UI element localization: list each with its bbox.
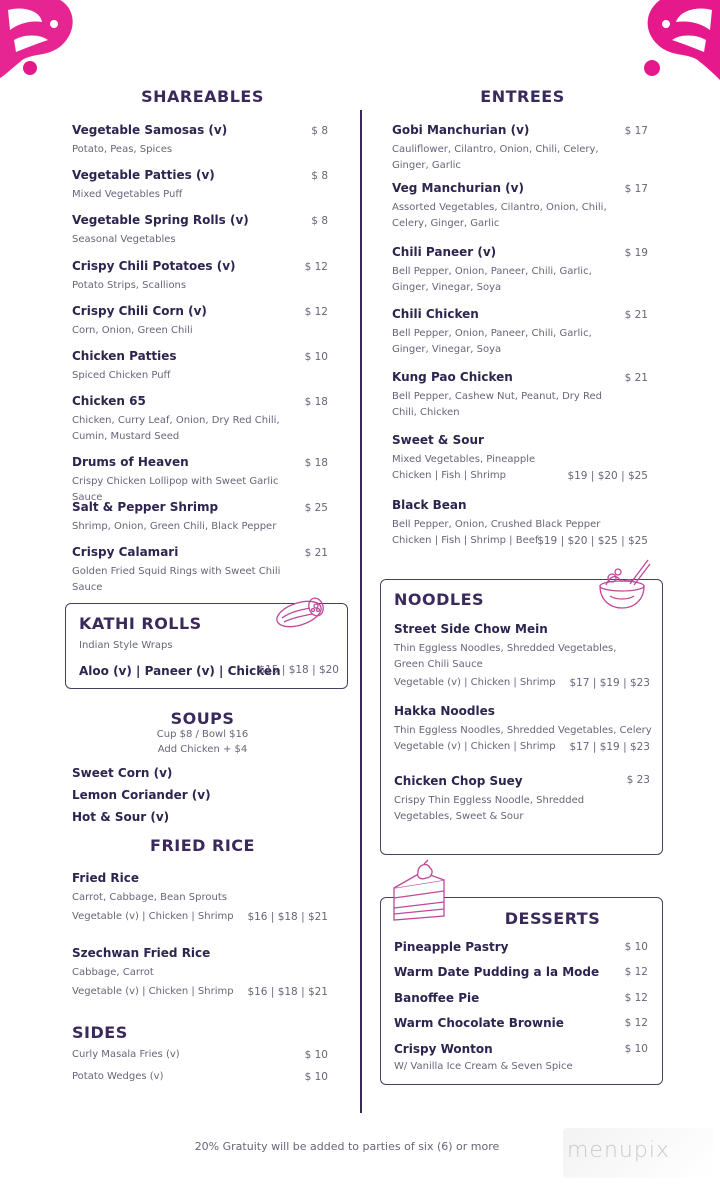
kathi-rolls-price: $15 | $18 | $20 — [258, 664, 339, 676]
menu-item-options: Vegetable (v) | Chicken | Shrimp — [72, 986, 234, 997]
menu-item-desc: Assorted Vegetables, Cilantro, Onion, Chili, Celery, Ginger, Garlic — [392, 202, 607, 229]
soups-sizes: Cup $8 / Bowl $16 — [156, 729, 249, 740]
menu-item-desc: Mixed Vegetables, Pineapple — [392, 454, 536, 465]
dessert-item-price: $ 10 — [624, 941, 648, 953]
menu-item-name: Vegetable Samosas (v) — [72, 123, 228, 137]
menu-item-name: Street Side Chow Mein — [394, 622, 548, 636]
menu-item-price: $ 12 — [304, 261, 328, 273]
menu-item-desc: Cabbage, Carrot — [72, 967, 154, 978]
menu-item-options: Vegetable (v) | Chicken | Shrimp — [72, 911, 234, 922]
menu-item-price: $17 | $19 | $23 — [569, 741, 650, 753]
gratuity-note: 20% Gratuity will be added to parties of six (6) or more — [194, 1140, 500, 1153]
menu-item-name: Crispy Chili Corn (v) — [72, 304, 207, 318]
dessert-item-name: Banoffee Pie — [394, 991, 480, 1005]
fried-rice-title: FRIED RICE — [150, 836, 255, 855]
menu-item-desc: Bell Pepper, Onion, Paneer, Chili, Garlic, Ginger, Vinegar, Soya — [392, 266, 592, 293]
menu-item-name: Hakka Noodles — [394, 704, 495, 718]
menu-item-name: Chili Paneer (v) — [392, 245, 497, 259]
menu-item-name: Crispy Chili Potatoes (v) — [72, 259, 236, 273]
menu-item-price: $ 17 — [624, 183, 648, 195]
menu-item-name: Fried Rice — [72, 871, 139, 885]
cake-slice-icon — [388, 858, 450, 924]
kathi-rolls-subtitle: Indian Style Wraps — [79, 640, 173, 651]
noodle-bowl-icon — [590, 556, 652, 612]
side-item-price: $ 10 — [304, 1049, 328, 1061]
menu-item-name: Drums of Heaven — [72, 455, 189, 469]
soup-item-name: Hot & Sour (v) — [72, 810, 170, 824]
menu-item-options: Chicken | Fish | Shrimp — [392, 470, 506, 481]
menu-item-price: $17 | $19 | $23 — [569, 677, 650, 689]
menu-item-name: Black Bean — [392, 498, 467, 512]
menu-item-desc: Thin Eggless Noodles, Shredded Vegetables, Green Chili Sauce — [394, 643, 617, 670]
menu-item-desc: Shrimp, Onion, Green Chili, Black Pepper — [72, 521, 277, 532]
dessert-item-name: Pineapple Pastry — [394, 940, 509, 954]
menu-item-options: Vegetable (v) | Chicken | Shrimp — [394, 677, 556, 688]
menu-item-name: Veg Manchurian (v) — [392, 181, 524, 195]
menu-item-price: $ 8 — [311, 170, 328, 182]
dessert-item-price: $ 10 — [624, 1043, 648, 1055]
menu-item-desc: Crispy Thin Eggless Noodle, Shredded Vegetables, Sweet & Sour — [394, 795, 585, 822]
soups-addon: Add Chicken + $4 — [157, 744, 248, 755]
menu-item-desc: Bell Pepper, Cashew Nut, Peanut, Dry Red Chili, Chicken — [392, 391, 602, 418]
sides-title: SIDES — [72, 1023, 128, 1042]
dessert-item-desc: W/ Vanilla Ice Cream & Seven Spice — [394, 1061, 573, 1072]
wrap-icon — [272, 594, 330, 634]
menu-item-name: Chicken Patties — [72, 349, 177, 363]
watermark-box — [563, 1128, 713, 1178]
dessert-item-name: Crispy Wonton — [394, 1042, 493, 1056]
menu-item-price: $16 | $18 | $21 — [247, 986, 328, 998]
menu-item-desc: Carrot, Cabbage, Bean Sprouts — [72, 892, 227, 903]
menu-item-desc: Cauliflower, Cilantro, Onion, Chili, Celery, Ginger, Garlic — [392, 144, 599, 171]
menu-item-name: Sweet & Sour — [392, 433, 484, 447]
menu-item-desc: Potato, Peas, Spices — [72, 144, 173, 155]
menu-item-desc: Bell Pepper, Onion, Crushed Black Pepper — [392, 519, 601, 530]
menu-item-name: Crispy Calamari — [72, 545, 179, 559]
menu-item-price: $ 21 — [624, 309, 648, 321]
menu-item-price: $19 | $20 | $25 — [567, 470, 648, 482]
menu-item-options: Vegetable (v) | Chicken | Shrimp — [394, 741, 556, 752]
dessert-item-price: $ 12 — [624, 1017, 648, 1029]
menu-item-price: $ 12 — [304, 306, 328, 318]
menu-item-price: $ 17 — [624, 125, 648, 137]
menu-item-desc: Thin Eggless Noodles, Shredded Vegetables, Celery — [394, 725, 652, 736]
menu-item-desc: Spiced Chicken Puff — [72, 370, 171, 381]
menu-item-price: $ 18 — [304, 457, 328, 469]
dessert-item-price: $ 12 — [624, 966, 648, 978]
menu-item-name: Vegetable Patties (v) — [72, 168, 215, 182]
menu-item-price: $16 | $18 | $21 — [247, 911, 328, 923]
menu-item-desc: Chicken, Curry Leaf, Onion, Dry Red Chili, Cumin, Mustard Seed — [72, 415, 280, 442]
menu-item-desc: Seasonal Vegetables — [72, 234, 176, 245]
menu-item-name: Salt & Pepper Shrimp — [72, 500, 219, 514]
dessert-item-name: Warm Chocolate Brownie — [394, 1016, 564, 1030]
soups-title: SOUPS — [170, 709, 235, 728]
menu-item-name: Chili Chicken — [392, 307, 479, 321]
menu-item-price: $ 19 — [624, 247, 648, 259]
menu-item-price: $ 8 — [311, 125, 328, 137]
noodles-box — [380, 579, 663, 855]
kathi-rolls-options: Aloo (v) | Paneer (v) | Chicken — [79, 664, 281, 678]
menu-item-price: $ 21 — [624, 372, 648, 384]
column-divider — [360, 110, 362, 1113]
side-item-price: $ 10 — [304, 1071, 328, 1083]
floral-ornament-icon — [0, 0, 82, 80]
menu-item-options: Chicken | Fish | Shrimp | Beef — [392, 535, 539, 546]
menu-item-desc: Crispy Chicken Lollipop with Sweet Garlic Sauce — [72, 476, 279, 503]
menu-item-name: Kung Pao Chicken — [392, 370, 513, 384]
soup-item-name: Sweet Corn (v) — [72, 766, 173, 780]
entrees-title: ENTREES — [480, 87, 565, 106]
desserts-title: DESSERTS — [504, 909, 601, 928]
menupix-watermark: menupix — [567, 1138, 670, 1163]
menu-item-name: Chicken 65 — [72, 394, 146, 408]
desserts-box — [380, 897, 663, 1085]
menu-item-desc: Golden Fried Squid Rings with Sweet Chili Sauce — [72, 566, 281, 593]
menu-item-name: Szechwan Fried Rice — [72, 946, 211, 960]
menu-item-desc: Mixed Vegetables Puff — [72, 189, 183, 200]
menu-item-desc: Potato Strips, Scallions — [72, 280, 187, 291]
dessert-item-name: Warm Date Pudding a la Mode — [394, 965, 600, 979]
menu-item-desc: Bell Pepper, Onion, Paneer, Chili, Garlic, Ginger, Vinegar, Soya — [392, 328, 592, 355]
noodles-title: NOODLES — [394, 590, 485, 609]
dessert-item-price: $ 12 — [624, 992, 648, 1004]
floral-ornament-icon — [638, 0, 720, 82]
menu-item-price: $ 8 — [311, 215, 328, 227]
kathi-rolls-title: KATHI ROLLS — [79, 614, 202, 633]
menu-item-name: Gobi Manchurian (v) — [392, 123, 530, 137]
menu-item-price: $ 25 — [304, 502, 328, 514]
side-item-name: Potato Wedges (v) — [72, 1071, 164, 1082]
menu-item-price: $ 23 — [626, 774, 650, 786]
shareables-title: SHAREABLES — [141, 87, 264, 106]
menu-item-name: Vegetable Spring Rolls (v) — [72, 213, 249, 227]
menu-item-desc: Corn, Onion, Green Chili — [72, 325, 193, 336]
side-item-name: Curly Masala Fries (v) — [72, 1049, 180, 1060]
menu-item-name: Chicken Chop Suey — [394, 774, 523, 788]
menu-item-price: $ 18 — [304, 396, 328, 408]
menu-item-price: $ 10 — [304, 351, 328, 363]
soup-item-name: Lemon Coriander (v) — [72, 788, 211, 802]
menu-item-price: $ 21 — [304, 547, 328, 559]
menu-item-price: $19 | $20 | $25 | $25 — [537, 535, 648, 547]
